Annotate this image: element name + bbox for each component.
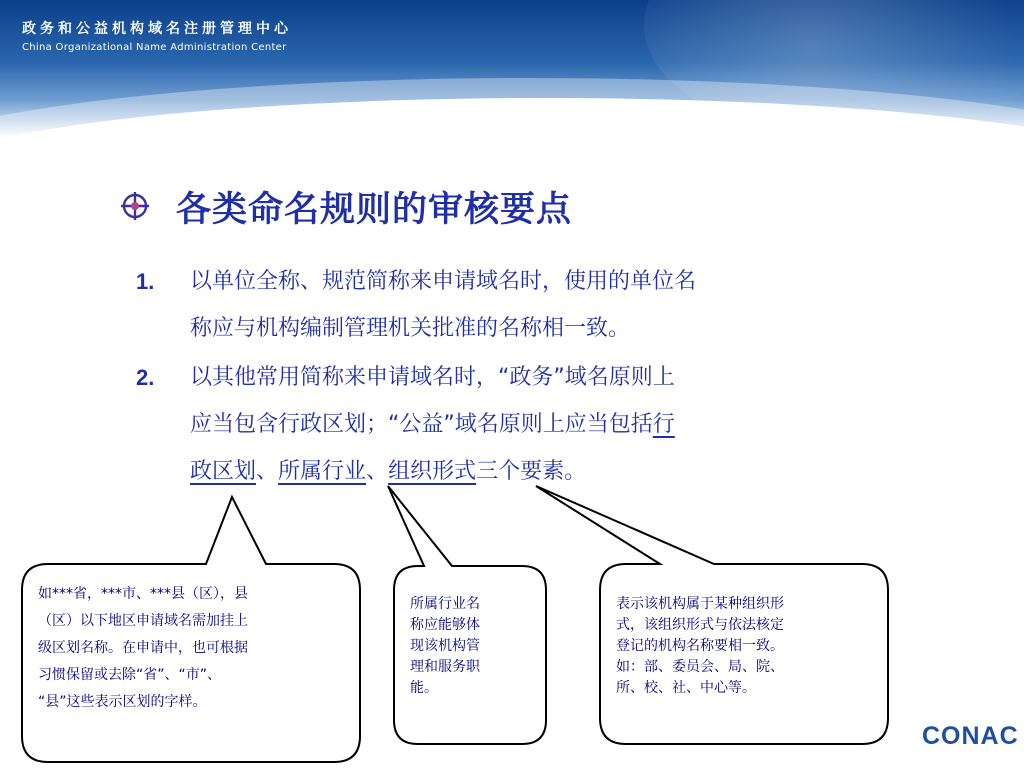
callout-line: 如***省，***市、***县（区），县: [38, 586, 248, 602]
callout-text-org-form: [616, 594, 868, 699]
underlined-term-industry: 所属行业: [278, 459, 367, 484]
callout-line: 称应能够体: [410, 617, 480, 633]
underlined-term-admin-division: 政区划: [190, 459, 257, 484]
callout-line: 能。: [410, 680, 438, 696]
callout-line: 级区划名称。在申请中，也可根据: [38, 640, 248, 656]
callout-line: 所属行业名: [410, 596, 480, 612]
callout-line: 式，该组织形式与依法核定: [616, 617, 784, 633]
underlined-term-admin-division: 行: [652, 412, 675, 437]
callout-line: 理和服务职: [410, 659, 480, 675]
separator: 、: [366, 459, 389, 484]
underlined-term-org-form: 组织形式: [388, 459, 477, 484]
list-item-line: 以单位全称、规范简称来申请域名时，使用的单位名: [190, 269, 697, 294]
conac-logo: CONAC: [922, 722, 1019, 750]
separator: 、: [256, 459, 279, 484]
callout-text-admin-division: [38, 581, 356, 716]
callout-text-industry: [410, 594, 522, 699]
callout-line: 现该机构管: [410, 638, 480, 654]
callout-line: 登记的机构名称要相一致。: [616, 638, 784, 654]
callout-line: 所、校、社、中心等。: [616, 680, 756, 696]
callout-line: （区）以下地区申请域名需加挂上: [38, 613, 248, 629]
callout-line: “县”这些表示区划的字样。: [38, 694, 207, 710]
list-number: 1.: [136, 269, 155, 294]
org-name-cn: 政务和公益机构域名注册管理中心: [22, 21, 292, 37]
list-item-line: 以其他常用简称来申请域名时，“政务”域名原则上: [190, 365, 675, 390]
org-name-en: China Organizational Name Administration Center: [22, 42, 287, 53]
list-item-tail: 三个要素。: [476, 459, 587, 484]
slide-title: 各类命名规则的审核要点: [176, 190, 573, 230]
list-item-line: 称应与机构编制管理机关批准的名称相一致。: [190, 316, 631, 341]
list-item-line: 应当包含行政区划；“公益”域名原则上应当包括: [190, 412, 653, 437]
list-number: 2.: [136, 365, 155, 390]
callout-line: 表示该机构属于某种组织形: [616, 596, 784, 612]
callout-line: 习惯保留或去除“省”、“市”、: [38, 667, 222, 683]
callout-line: 如：部、委员会、局、院、: [616, 659, 784, 675]
